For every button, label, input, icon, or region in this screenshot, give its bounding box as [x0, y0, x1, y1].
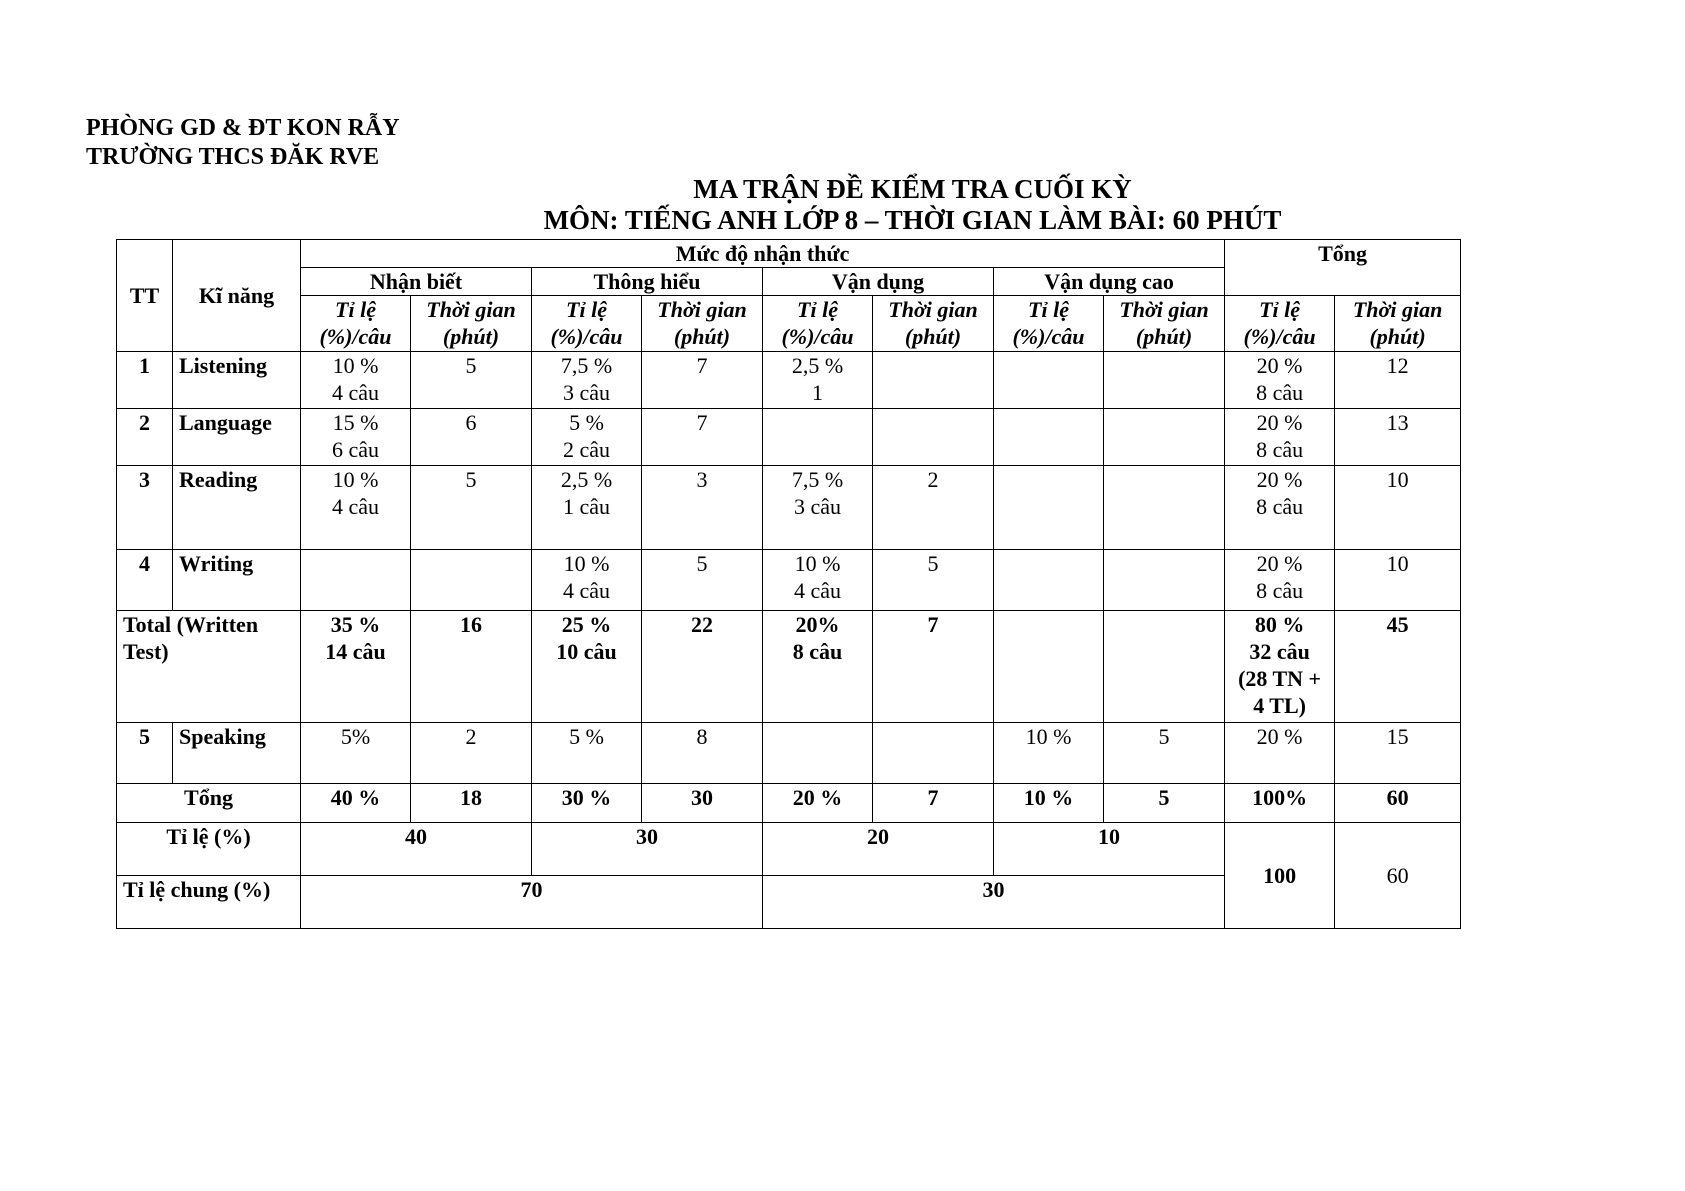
ratio-nhan-biet: 40	[301, 823, 532, 876]
cell-ratio: 7,5 % 3 câu	[763, 466, 873, 550]
cell-time	[1104, 352, 1225, 409]
sub-time-header: Thời gian (phút)	[1104, 296, 1225, 352]
ratio-total: 100	[1225, 823, 1335, 929]
cell-ratio	[763, 723, 873, 784]
sub-time-header: Thời gian (phút)	[411, 296, 532, 352]
cell-ratio: 7,5 % 3 câu	[532, 352, 642, 409]
cell-ratio: 2,5 % 1 câu	[532, 466, 642, 550]
cell-time	[873, 723, 994, 784]
cell-ratio	[301, 550, 411, 611]
cell-time	[873, 409, 994, 466]
cell-total-time: 10	[1335, 550, 1461, 611]
general-ratio-low: 70	[301, 876, 763, 929]
cell-time: 22	[642, 611, 763, 723]
table-row	[117, 550, 1461, 611]
cell-time: 5	[1104, 784, 1225, 823]
cell-total-time: 13	[1335, 409, 1461, 466]
cell-time: 30	[642, 784, 763, 823]
table-row	[117, 466, 1461, 550]
cell-time: 7	[873, 784, 994, 823]
cell-ratio: 30 %	[532, 784, 642, 823]
sub-time-header: Thời gian (phút)	[873, 296, 994, 352]
row-skill: Writing	[173, 550, 301, 611]
cell-total-ratio: 20 % 8 câu	[1225, 550, 1335, 611]
title-line-1: MA TRẬN ĐỀ KIỂM TRA CUỐI KỲ	[693, 174, 1132, 204]
ratio-row	[117, 823, 1461, 876]
sub-ratio-header: Tỉ lệ (%)/câu	[763, 296, 873, 352]
table-row	[117, 352, 1461, 409]
row-skill: Language	[173, 409, 301, 466]
cell-time: 16	[411, 611, 532, 723]
cell-time: 18	[411, 784, 532, 823]
cell-total-ratio: 20 % 8 câu	[1225, 466, 1335, 550]
level-group-header: Mức độ nhận thức	[301, 240, 1225, 268]
cell-ratio: 10 % 4 câu	[301, 466, 411, 550]
cell-time: 2	[873, 466, 994, 550]
cell-time: 7	[642, 409, 763, 466]
row-number: 2	[117, 409, 173, 466]
cell-time	[1104, 611, 1225, 723]
title-line-2: MÔN: TIẾNG ANH LỚP 8 – THỜI GIAN LÀM BÀI: 60 PHÚT	[543, 205, 1282, 235]
cell-ratio: 5%	[301, 723, 411, 784]
cell-ratio: 40 %	[301, 784, 411, 823]
cell-time: 8	[642, 723, 763, 784]
ratio-label: Tỉ lệ (%)	[117, 823, 301, 876]
cell-ratio: 20 %	[763, 784, 873, 823]
cell-total-ratio: 20 %	[1225, 723, 1335, 784]
cell-ratio: 25 % 10 câu	[532, 611, 642, 723]
ratio-thong-hieu: 30	[532, 823, 763, 876]
cell-time: 5	[1104, 723, 1225, 784]
total-header: Tổng	[1225, 240, 1461, 296]
cell-time	[1104, 409, 1225, 466]
sub-ratio-header: Tỉ lệ (%)/câu	[994, 296, 1104, 352]
cell-ratio: 35 % 14 câu	[301, 611, 411, 723]
cell-total-time: 45	[1335, 611, 1461, 723]
cell-ratio: 10 %	[994, 784, 1104, 823]
sub-ratio-header: Tỉ lệ (%)/câu	[1225, 296, 1335, 352]
cell-ratio: 10 %	[994, 723, 1104, 784]
cell-time	[873, 352, 994, 409]
cell-ratio: 5 % 2 câu	[532, 409, 642, 466]
general-ratio-high: 30	[763, 876, 1225, 929]
sub-ratio-header: Tỉ lệ (%)/câu	[532, 296, 642, 352]
cell-ratio: 10 % 4 câu	[532, 550, 642, 611]
sub-ratio-header: Tỉ lệ (%)/câu	[301, 296, 411, 352]
cell-ratio: 15 % 6 câu	[301, 409, 411, 466]
cell-ratio	[994, 550, 1104, 611]
cell-time: 5	[411, 352, 532, 409]
cell-ratio: 20% 8 câu	[763, 611, 873, 723]
sub-time-header: Thời gian (phút)	[1335, 296, 1461, 352]
ratio-van-dung-cao: 10	[994, 823, 1225, 876]
ratio-van-dung: 20	[763, 823, 994, 876]
cell-time: 2	[411, 723, 532, 784]
cell-ratio	[994, 352, 1104, 409]
row-number: 3	[117, 466, 173, 550]
general-ratio-label: Tỉ lệ chung (%)	[117, 876, 301, 929]
cell-total-ratio: 80 % 32 câu (28 TN + 4 TL)	[1225, 611, 1335, 723]
cell-total-ratio: 100%	[1225, 784, 1335, 823]
cell-ratio: 10 % 4 câu	[301, 352, 411, 409]
cell-time: 5	[642, 550, 763, 611]
cell-ratio: 10 % 4 câu	[763, 550, 873, 611]
cell-time	[1104, 466, 1225, 550]
cell-total-time: 10	[1335, 466, 1461, 550]
col-tt-header: TT	[117, 240, 173, 352]
row-number: 1	[117, 352, 173, 409]
cell-total-time: 12	[1335, 352, 1461, 409]
sub-time-header: Thời gian (phút)	[642, 296, 763, 352]
cell-ratio	[763, 409, 873, 466]
ratio-total-time: 60	[1335, 823, 1461, 929]
grand-total-row	[117, 784, 1461, 823]
cell-time	[411, 550, 532, 611]
row-skill: Reading	[173, 466, 301, 550]
cell-time: 3	[642, 466, 763, 550]
table-row	[117, 409, 1461, 466]
grand-total-label: Tổng	[117, 784, 301, 823]
cell-time: 7	[873, 611, 994, 723]
level-thong-hieu: Thông hiểu	[532, 268, 763, 296]
cell-total-time: 15	[1335, 723, 1461, 784]
cell-ratio: 5 %	[532, 723, 642, 784]
col-skill-header: Kĩ năng	[173, 240, 301, 352]
cell-ratio	[994, 466, 1104, 550]
document-title	[0, 174, 1685, 236]
cell-time: 5	[411, 466, 532, 550]
header-row-3	[117, 296, 1461, 352]
header-row-1	[117, 240, 1461, 268]
row-number: 4	[117, 550, 173, 611]
row-skill: Listening	[173, 352, 301, 409]
cell-time: 7	[642, 352, 763, 409]
total-written-row	[117, 611, 1461, 723]
table-row	[117, 723, 1461, 784]
cell-total-ratio: 20 % 8 câu	[1225, 352, 1335, 409]
cell-ratio	[994, 409, 1104, 466]
school-header	[86, 114, 400, 172]
level-nhan-biet: Nhận biết	[301, 268, 532, 296]
cell-time: 6	[411, 409, 532, 466]
cell-ratio	[994, 611, 1104, 723]
row-number: 5	[117, 723, 173, 784]
department-name: PHÒNG GD & ĐT KON RẪY	[86, 115, 400, 141]
cell-total-time: 60	[1335, 784, 1461, 823]
row-skill: Speaking	[173, 723, 301, 784]
level-van-dung-cao: Vận dụng cao	[994, 268, 1225, 296]
total-written-label: Total (Written Test)	[117, 611, 301, 723]
exam-matrix-table	[116, 239, 1461, 929]
school-name: TRƯỜNG THCS ĐĂK RVE	[86, 144, 380, 170]
cell-time: 5	[873, 550, 994, 611]
cell-time	[1104, 550, 1225, 611]
cell-total-ratio: 20 % 8 câu	[1225, 409, 1335, 466]
level-van-dung: Vận dụng	[763, 268, 994, 296]
cell-ratio: 2,5 % 1	[763, 352, 873, 409]
